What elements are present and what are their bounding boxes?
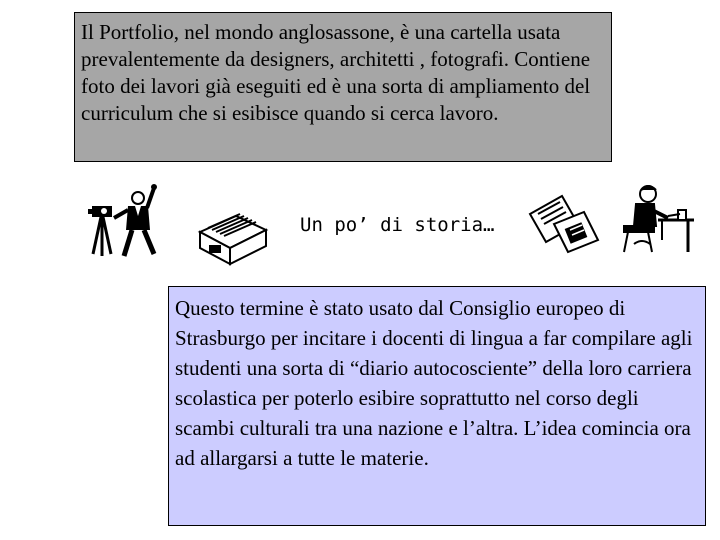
person-at-desk-icon: [618, 182, 698, 256]
intro-text: Il Portfolio, nel mondo anglosassone, è una cartella usata prevalentemente da designers, architetti , fotografi. Contiene foto dei lavori già eseguiti ed è una sorta di ampliamento del curriculum che si esibisce quando si cerca lavoro.: [81, 20, 591, 125]
photographer-icon: [84, 184, 170, 260]
card-file-icon: [196, 202, 270, 266]
history-text: Questo termine è stato usato dal Consiglio europeo di Strasburgo per incitare i docenti di lingua a far compilare agli studenti una sorta di “diario autocosciente” della loro carriera scolastica per poterlo esibire soprattutto nel corso degli scambi culturali tra una nazione e l’altra. L’idea comincia ora ad allargarsi a tutte le materie.: [175, 296, 693, 470]
section-title: Un po’ di storia…: [300, 214, 495, 236]
documents-icon: [526, 190, 602, 254]
history-textbox: [168, 286, 706, 526]
intro-textbox: [74, 12, 612, 162]
